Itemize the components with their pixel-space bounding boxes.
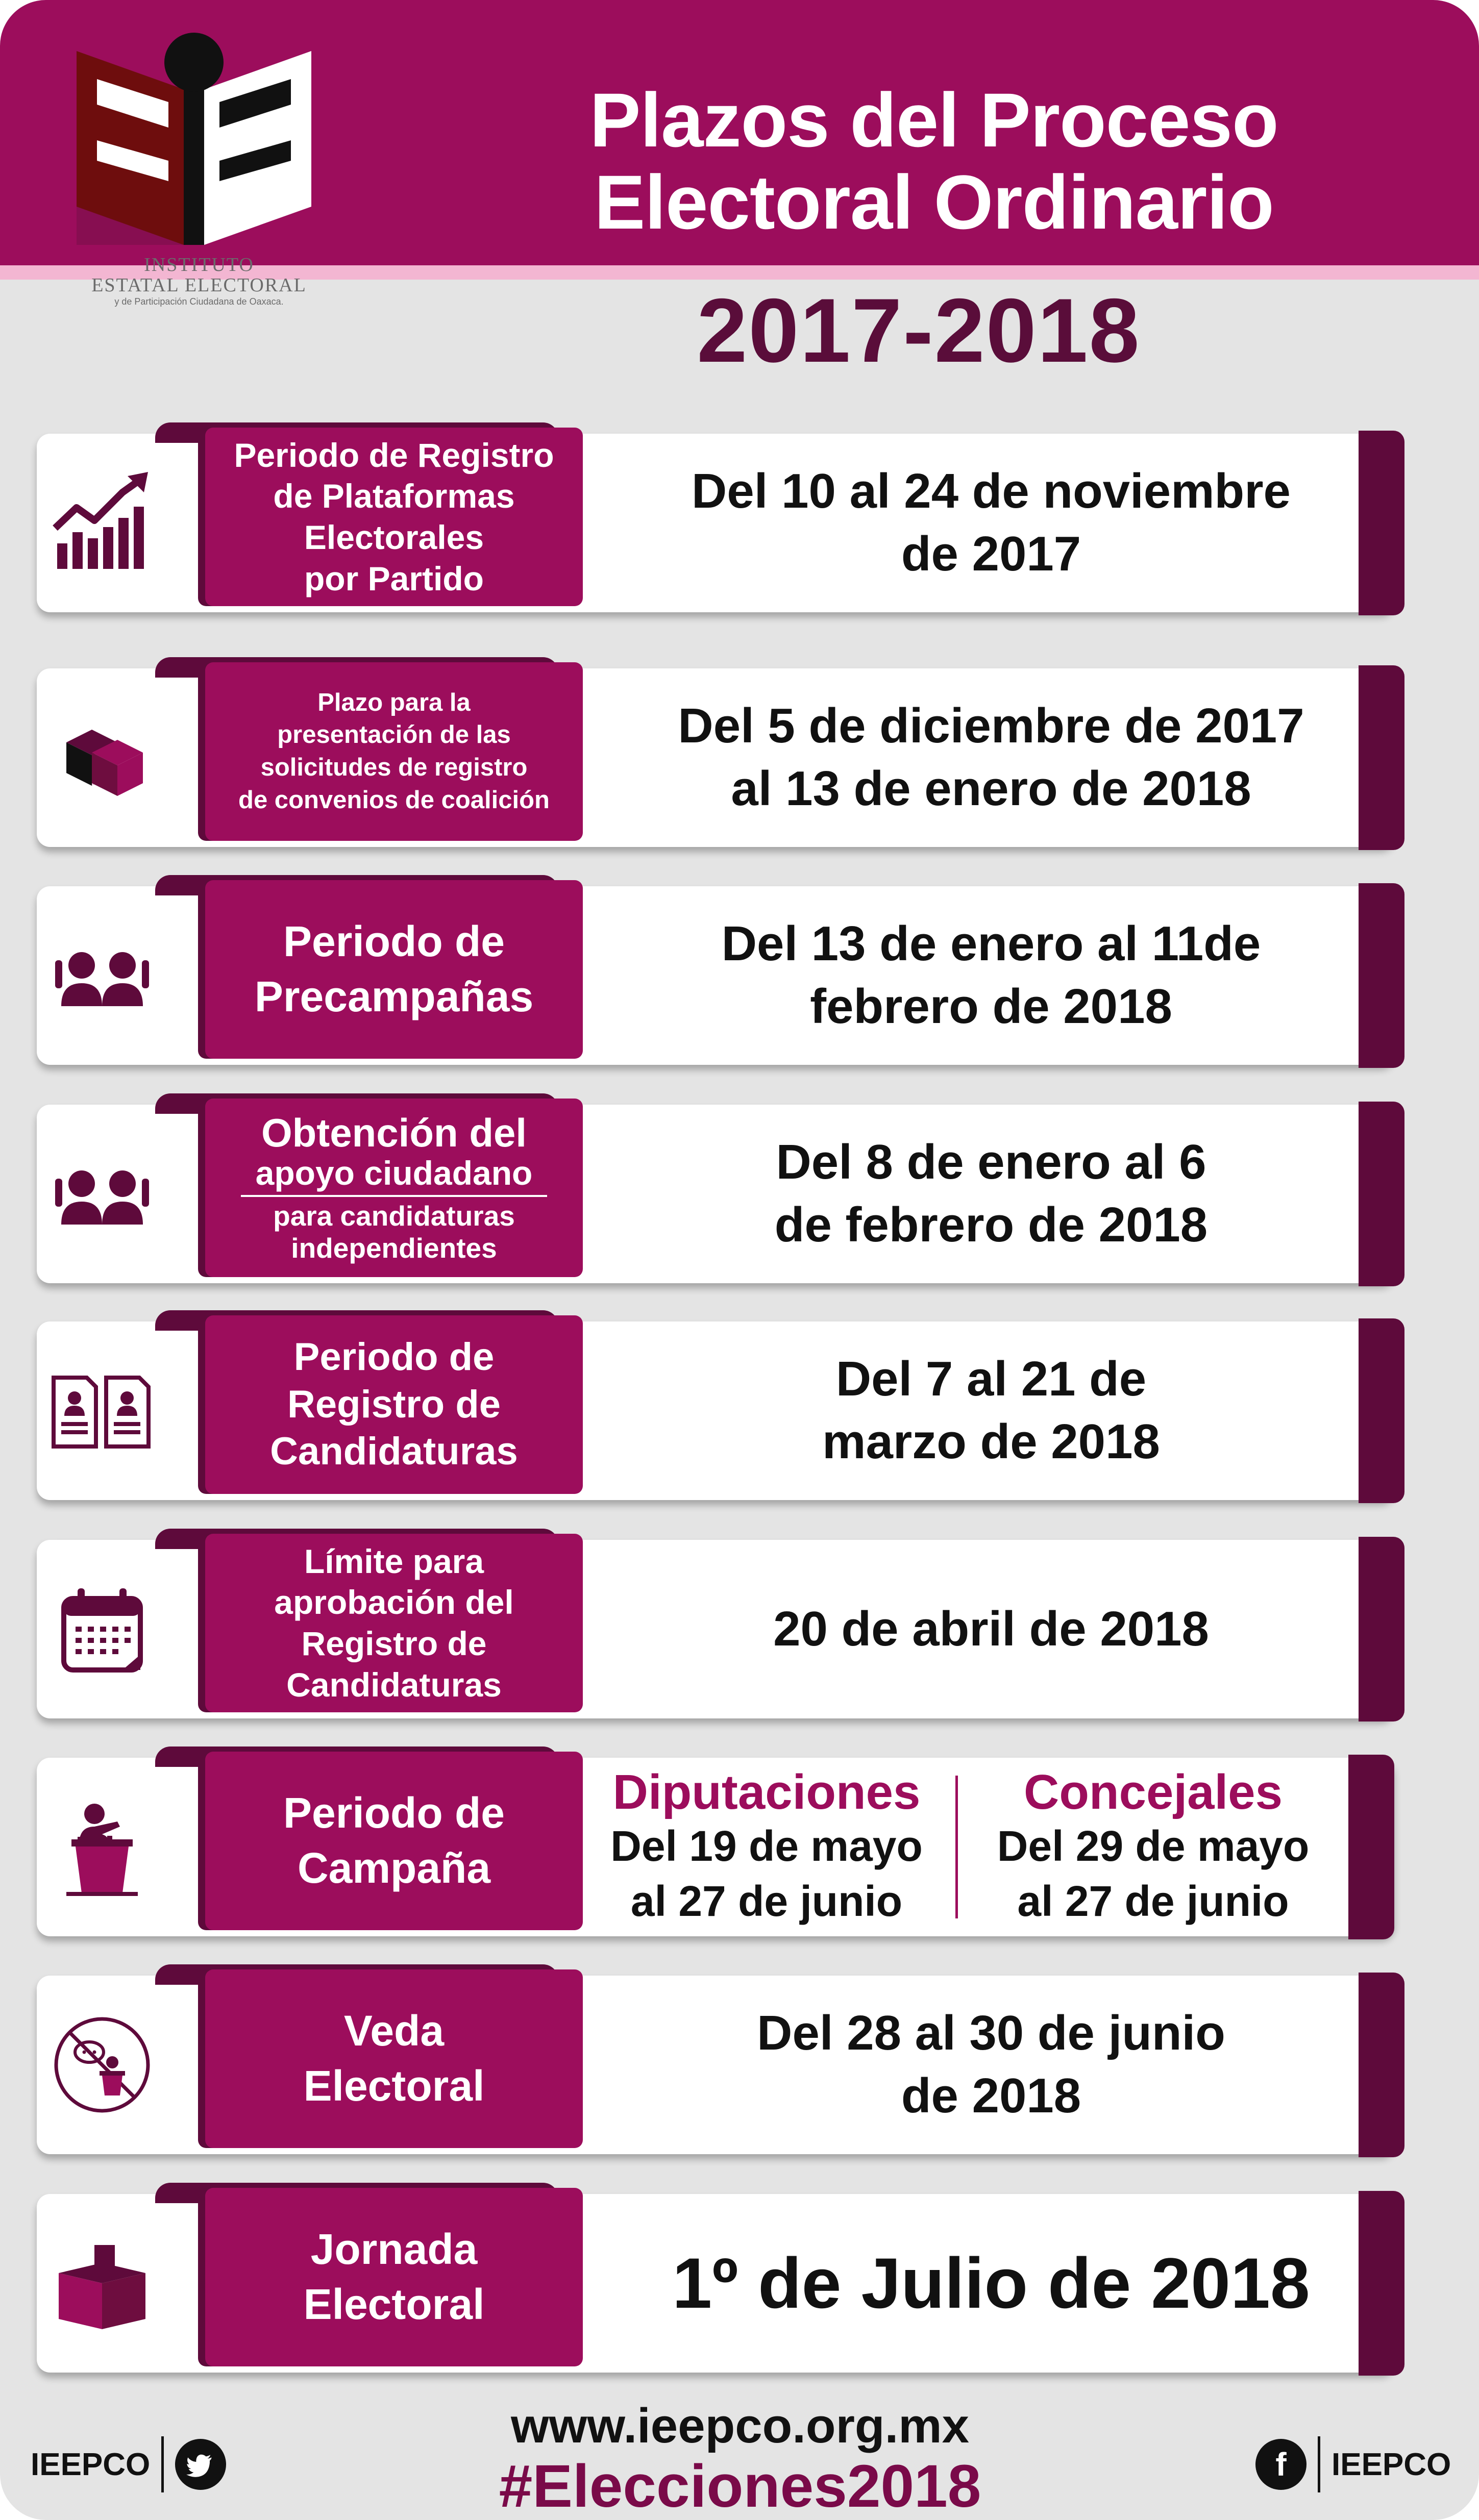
row-date: [598, 1105, 1384, 1283]
logo-wordmark: [82, 255, 316, 306]
label-line: Límite para: [304, 1542, 484, 1580]
label-line: Electoral: [303, 2062, 485, 2110]
page-title: [500, 79, 1368, 243]
footer-divider: [161, 2436, 164, 2492]
date-line: Del 8 de enero al 6: [776, 1135, 1206, 1190]
label-line: Candidaturas: [270, 1430, 518, 1474]
campaign-concejales: [963, 1758, 1343, 1936]
label-line: Electorales: [304, 518, 484, 556]
campaign-date-line: Del 29 de mayo: [997, 1822, 1310, 1870]
title-line-1: Plazos del Proceso: [589, 77, 1278, 163]
campaign-date-line: al 27 de junio: [630, 1877, 903, 1925]
logo-line-1: INSTITUTO: [144, 254, 254, 276]
row-date: [598, 1321, 1384, 1500]
date-line: Del 5 de diciembre de 2017: [678, 698, 1304, 754]
row-icon-cell: [37, 1105, 167, 1283]
date-line: Del 10 al 24 de noviembre: [692, 464, 1291, 519]
label-line: Veda: [343, 2007, 445, 2055]
deadline-row-platform-registration: [37, 434, 1404, 612]
date-line: de febrero de 2018: [774, 1197, 1208, 1252]
row-end-tab: [1348, 1755, 1394, 1939]
facebook-handle-label: IEEPCO: [1332, 2447, 1451, 2482]
footer-divider: [1318, 2436, 1320, 2492]
campaign-heading: Concejales: [1024, 1764, 1283, 1819]
label-line: Periodo de: [283, 917, 505, 966]
row-icon-cell: [37, 2194, 167, 2373]
growth-chart-icon: [46, 467, 158, 579]
campaign-date-line: Del 19 de mayo: [610, 1822, 923, 1870]
row-label: [205, 1315, 583, 1494]
people-raising-hands-icon: [46, 1138, 158, 1250]
campaign-diputaciones: [578, 1758, 955, 1936]
label-line: independientes: [291, 1232, 497, 1264]
deadline-row-citizen-support: [37, 1105, 1404, 1283]
label-line: Campaña: [297, 1844, 491, 1892]
no-campaigning-icon: [46, 2009, 158, 2121]
title-line-2: Electoral Ordinario: [594, 159, 1274, 245]
deadline-row-pre-campaigns: [37, 886, 1404, 1065]
candidate-documents-icon: [46, 1355, 158, 1467]
process-year: 2017-2018: [697, 280, 1141, 381]
label-line: Registro de: [301, 1625, 487, 1662]
twitter-bird-icon: [175, 2439, 226, 2490]
date-line: de 2018: [901, 2068, 1081, 2123]
label-line: por Partido: [304, 559, 484, 597]
logo-line-3: y de Participación Ciudadana de Oaxaca.: [114, 296, 284, 307]
date-line: Del 7 al 21 de: [835, 1352, 1147, 1407]
campaign-heading: Diputaciones: [612, 1764, 921, 1819]
date-line: 20 de abril de 2018: [773, 1601, 1209, 1656]
row-date: [598, 2194, 1384, 2373]
date-line: febrero de 2018: [810, 979, 1172, 1034]
date-line: Del 13 de enero al 11de: [721, 916, 1261, 971]
label-line: apoyo ciudadano: [255, 1154, 533, 1192]
row-label: [205, 880, 583, 1059]
label-divider: [241, 1195, 547, 1197]
row-icon-cell: [37, 1976, 167, 2154]
date-line: Del 28 al 30 de junio: [757, 2006, 1225, 2061]
row-icon-cell: [37, 434, 167, 612]
facebook-icon: f: [1255, 2439, 1307, 2490]
label-line: Obtención del: [261, 1110, 527, 1155]
deadline-row-campaign: [37, 1758, 1404, 1936]
row-label: [205, 2188, 583, 2366]
row-icon-cell: [37, 1321, 167, 1500]
row-icon-cell: [37, 1540, 167, 1718]
logo-line-2: ESTATAL ELECTORAL: [91, 275, 307, 296]
calendar-icon: [46, 1573, 158, 1685]
row-label: [205, 1752, 583, 1930]
label-line: Jornada: [310, 2225, 478, 2274]
row-date: [598, 886, 1384, 1065]
deadline-row-coalition-agreements: [37, 668, 1404, 847]
speaker-podium-icon: [46, 1791, 158, 1903]
coalition-blocks-icon: [46, 702, 158, 814]
row-icon-cell: [37, 668, 167, 847]
label-line: aprobación del: [274, 1583, 514, 1621]
deadline-row-election-day: [37, 2194, 1404, 2373]
date-line: al 13 de enero de 2018: [731, 761, 1251, 816]
row-date: [598, 1976, 1384, 2154]
date-line: 1º de Julio de 2018: [672, 2243, 1310, 2323]
label-line: para candidaturas: [273, 1200, 515, 1232]
row-label: [205, 1534, 583, 1712]
row-label: [205, 662, 583, 841]
date-line: de 2017: [901, 527, 1081, 581]
row-date: [598, 1540, 1384, 1718]
row-date: [598, 668, 1384, 847]
label-line: solicitudes de registro: [260, 754, 528, 781]
row-icon-cell: [37, 1758, 167, 1936]
website-url[interactable]: www.ieepco.org.mx: [511, 2399, 969, 2453]
campaign-date-line: al 27 de junio: [1017, 1877, 1289, 1925]
deadline-row-registration-approval: [37, 1540, 1404, 1718]
ballot-box-icon: [46, 2227, 158, 2339]
twitter-handle[interactable]: [31, 2436, 226, 2492]
date-line: marzo de 2018: [822, 1414, 1160, 1469]
deadline-row-candidate-registration: [37, 1321, 1404, 1500]
people-raising-hands-icon: [46, 919, 158, 1032]
row-label: [205, 1099, 583, 1277]
hashtag: #Elecciones2018: [499, 2453, 981, 2520]
label-line: presentación de las: [277, 721, 511, 749]
label-line: de Plataformas: [273, 477, 515, 515]
label-line: Plazo para la: [317, 688, 471, 716]
row-icon-cell: [37, 886, 167, 1065]
deadline-row-electoral-silence: [37, 1976, 1404, 2154]
label-line: Periodo de Registro: [234, 436, 554, 474]
label-line: Periodo de: [283, 1789, 505, 1837]
label-line: Electoral: [303, 2280, 485, 2328]
row-date: [598, 434, 1384, 612]
twitter-handle-label: IEEPCO: [31, 2447, 151, 2482]
label-line: Precampañas: [254, 972, 534, 1020]
label-line: Periodo de: [293, 1335, 495, 1379]
ieepco-logo-icon: [66, 31, 322, 245]
row-label: [205, 428, 583, 606]
campaign-divider: [955, 1776, 958, 1918]
row-label: [205, 1969, 583, 2148]
facebook-handle[interactable]: [1255, 2436, 1451, 2492]
label-line: Candidaturas: [286, 1665, 502, 1704]
label-line: de convenios de coalición: [238, 786, 550, 814]
label-line: Registro de: [287, 1382, 501, 1426]
